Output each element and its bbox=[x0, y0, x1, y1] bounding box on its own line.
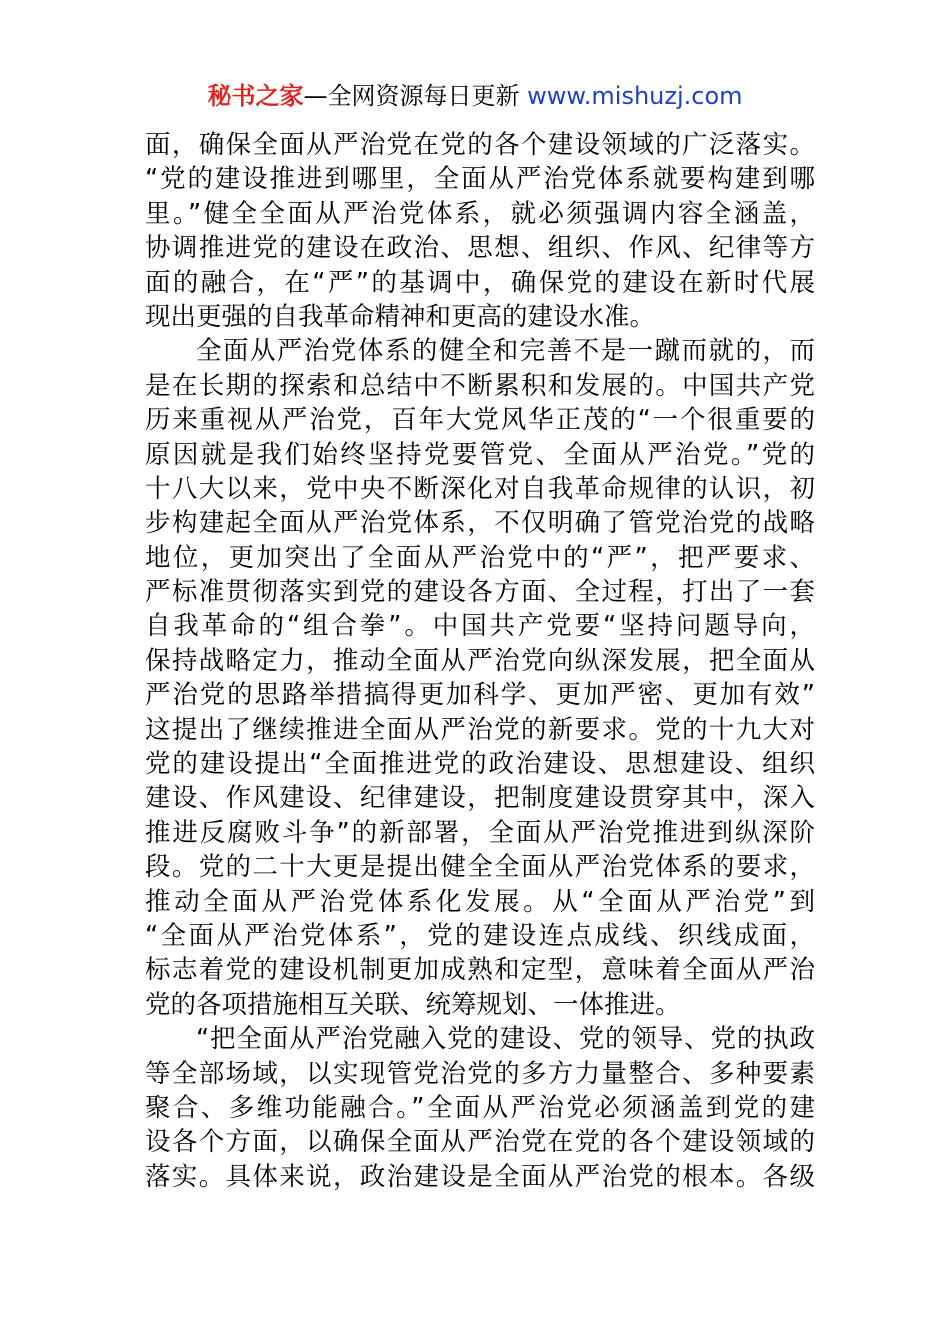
text-line: 严治党的思路举措搞得更加科学、更加严密、更加有效” bbox=[145, 680, 815, 711]
text-line: 历来重视从严治党，百年大党风华正茂的“一个很重要的 bbox=[145, 405, 815, 436]
text-line: 党的各项措施相互关联、统筹规划、一体推进。 bbox=[145, 989, 681, 1020]
text-line: 自我革命的“组合拳”。中国共产党要“坚持问题导向， bbox=[145, 611, 815, 642]
text-line: 严标准贯彻落实到党的建设各方面、全过程，打出了一套 bbox=[145, 577, 815, 608]
text-line: 步构建起全面从严治党体系，不仅明确了管党治党的战略 bbox=[145, 508, 815, 539]
text-line: “全面从严治党体系”，党的建设连点成线、织线成面， bbox=[145, 920, 815, 951]
paragraph-start-line: 全面从严治党体系的健全和完善不是一蹴而就的，而 bbox=[196, 336, 815, 367]
text-line: 保持战略定力，推动全面从严治党向纵深发展，把全面从 bbox=[145, 645, 815, 676]
document-body bbox=[145, 128, 815, 1194]
text-line: 等全部场域，以实现管党治党的多方力量整合、多种要素 bbox=[145, 1058, 815, 1089]
site-url[interactable]: www.mishuzj.com bbox=[527, 82, 743, 110]
text-line: 十八大以来，党中央不断深化对自我革命规律的认识，初 bbox=[145, 473, 815, 504]
text-line: 是在长期的探索和总结中不断累积和发展的。中国共产党 bbox=[145, 370, 815, 401]
text-line: 建设、作风建设、纪律建设，把制度建设贯穿其中，深入 bbox=[145, 783, 815, 814]
text-line: 推进反腐败斗争”的新部署，全面从严治党推进到纵深阶 bbox=[145, 817, 815, 848]
site-tagline: —全网资源每日更新 bbox=[303, 82, 520, 110]
text-line: 这提出了继续推进全面从严治党的新要求。党的十九大对 bbox=[145, 714, 815, 745]
text-line: “党的建设推进到哪里，全面从严治党体系就要构建到哪 bbox=[145, 164, 815, 195]
text-line: 原因就是我们始终坚持党要管党、全面从严治党。”党的 bbox=[145, 439, 815, 470]
text-line: 推动全面从严治党体系化发展。从“全面从严治党”到 bbox=[145, 886, 815, 917]
text-line: 面，确保全面从严治党在党的各个建设领域的广泛落实。 bbox=[145, 130, 815, 160]
text-line: 地位，更加突出了全面从严治党中的“严”，把严要求、 bbox=[145, 542, 815, 573]
text-line: 落实。具体来说，政治建设是全面从严治党的根本。各级 bbox=[145, 1161, 815, 1192]
text-line: 聚合、多维功能融合。”全面从严治党必须涵盖到党的建 bbox=[145, 1092, 815, 1123]
site-header bbox=[0, 80, 950, 112]
paragraph-start-line: “把全面从严治党融入党的建设、党的领导、党的执政 bbox=[196, 1024, 815, 1055]
text-line: 里。”健全全面从严治党体系，就必须强调内容全涵盖， bbox=[145, 198, 815, 229]
text-line: 面的融合，在“严”的基调中，确保党的建设在新时代展 bbox=[145, 267, 815, 298]
text-line: 设各个方面，以确保全面从严治党在党的各个建设领域的 bbox=[145, 1127, 815, 1158]
text-line: 协调推进党的建设在政治、思想、组织、作风、纪律等方 bbox=[145, 233, 815, 264]
text-line: 段。党的二十大更是提出健全全面从严治党体系的要求， bbox=[145, 852, 815, 883]
text-line: 现出更强的自我革命精神和更高的建设水准。 bbox=[145, 301, 656, 332]
text-line: 标志着党的建设机制更加成熟和定型，意味着全面从严治 bbox=[145, 955, 815, 986]
site-brand: 秘书之家 bbox=[207, 82, 304, 110]
text-line: 党的建设提出“全面推进党的政治建设、思想建设、组织 bbox=[145, 749, 815, 780]
